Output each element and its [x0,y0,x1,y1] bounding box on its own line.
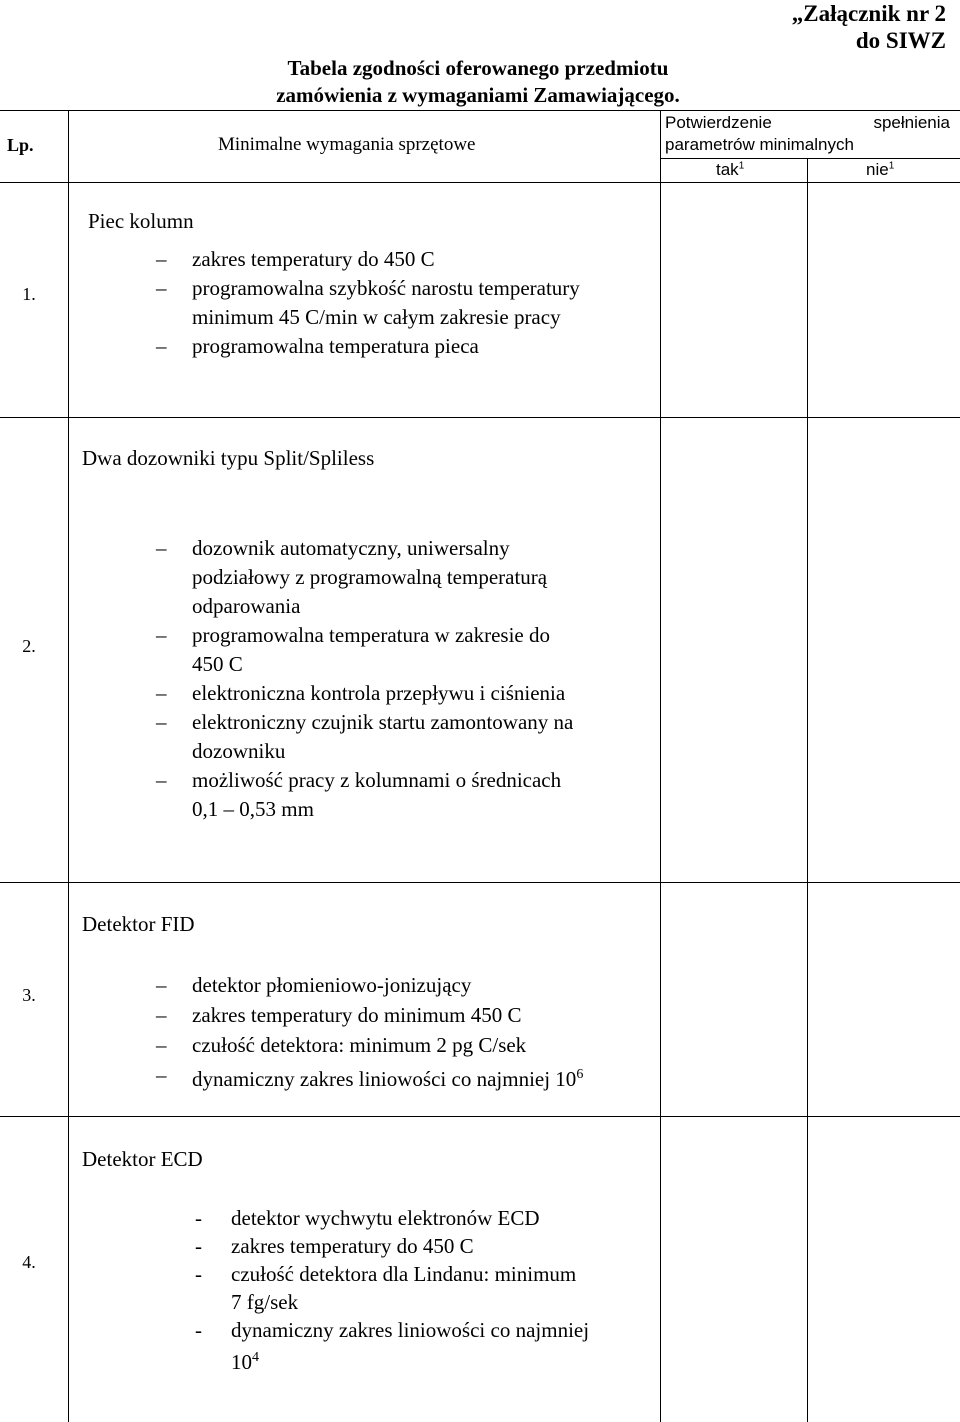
nie-label: nie [866,160,889,179]
col-req-divider [660,110,661,1422]
row-4-number: 4. [22,1252,36,1272]
attachment-label [792,0,946,54]
header-confirm-word2: spełnienia [873,113,950,132]
row-3-number: 3. [22,985,36,1005]
attachment-line2: do SIWZ [855,28,946,53]
header-lp: Lp. [7,135,34,155]
list-item [156,1000,656,1030]
list-item-text: dozownik automatyczny, uniwersalny [192,536,510,560]
title-line2: zamówienia z wymaganiami Zamawiającego. [276,83,680,107]
list-item-text: możliwość pracy z kolumnami o średnicach [192,768,562,792]
row-1-list [156,245,656,361]
dash-bullet: – [156,334,167,358]
dash-bullet: – [156,276,167,300]
col-lp-divider [68,110,69,1422]
attachment-line1: „Załącznik nr 2 [791,1,946,26]
list-item-text: czułość detektora: minimum 2 pg C/sek [192,1033,527,1057]
dash-bullet: – [156,1033,167,1057]
header-confirm-word1: Potwierdzenie [665,113,772,132]
list-item-continuation: minimum 45 C/min w całym zakresie pracy [192,305,561,329]
list-item-text: zakres temperatury do 450 C [192,247,435,271]
list-item-text: detektor płomieniowo-jonizujący [192,973,472,997]
list-item [195,1316,655,1344]
list-item [195,1204,655,1232]
list-item-text: zakres temperatury do 450 C [231,1234,474,1258]
list-item [156,274,656,303]
dash-bullet: – [156,710,167,734]
list-item [195,1260,655,1288]
list-item-text: programowalna temperatura pieca [192,334,479,358]
dash-bullet: - [195,1262,202,1286]
list-item [156,621,656,650]
exponent: 4 [252,1350,259,1365]
dash-bullet: – [156,1063,167,1087]
list-item-continuation: dozowniku [192,739,286,763]
exponent: 6 [576,1067,584,1082]
header-nie [866,160,894,180]
dash-bullet: – [156,247,167,271]
row-divider-1 [0,417,960,418]
row-divider-3 [0,1116,960,1117]
list-item-text: dynamiczny zakres liniowości co najmniej [231,1318,590,1342]
table-top-border [0,110,960,111]
list-item-text: elektroniczny czujnik startu zamontowany na [192,710,574,734]
list-item [156,766,656,795]
header-bottom-border [0,182,960,183]
row-1-number: 1. [22,284,36,304]
list-item [156,679,656,708]
list-item-text-main: 10 [231,1350,252,1374]
list-item-continuation: 0,1 – 0,53 mm [192,797,314,821]
list-item-continuation: 450 C [192,652,243,676]
dash-bullet: – [156,1003,167,1027]
confirm-subheader-divider [660,158,960,159]
col-tak-nie-divider [807,158,808,1422]
list-item-continuation: 7 fg/sek [231,1290,299,1314]
row-1-title: Piec kolumn [88,209,194,233]
list-item-text [192,1060,656,1094]
dash-bullet: - [195,1234,202,1258]
row-3-title: Detektor FID [82,912,195,936]
row-2-title: Dwa dozowniki typu Split/Spliless [82,446,375,470]
row-4-title: Detektor ECD [82,1147,203,1171]
title-line1: Tabela zgodności oferowanego przedmiotu [287,56,669,80]
list-item-text: czułość detektora dla Lindanu: minimum [231,1262,577,1286]
list-item-continuation: podziałowy z programowalną temperaturą [192,565,548,589]
list-item [156,332,656,361]
nie-footnote: 1 [888,160,895,172]
list-item [156,970,656,1000]
tak-label: tak [716,160,739,179]
row-2-list [156,534,656,824]
list-item [156,1060,656,1094]
list-item [156,708,656,737]
tak-footnote: 1 [738,160,745,172]
header-confirm-line2: parametrów minimalnych [665,135,854,154]
dash-bullet: – [156,536,167,560]
header-requirements: Minimalne wymagania sprzętowe [218,134,476,155]
row-4-list [195,1204,655,1376]
list-item-text: programowalna szybkość narostu temperatury [192,276,580,300]
list-item-text: elektroniczna kontrola przepływu i ciśnienia [192,681,566,705]
list-item [156,534,656,563]
list-item-continuation [195,1344,655,1376]
list-item [156,1030,656,1060]
list-item-text: zakres temperatury do minimum 450 C [192,1003,522,1027]
dash-bullet: – [156,768,167,792]
dash-bullet: - [195,1206,202,1230]
header-tak [716,160,744,180]
dash-bullet: - [195,1318,202,1342]
dash-bullet: – [156,623,167,647]
row-divider-2 [0,882,960,883]
list-item-continuation: odparowania [192,594,301,618]
list-item-text-main: dynamiczny zakres liniowości co najmniej 10 [192,1067,577,1091]
dash-bullet: – [156,681,167,705]
list-item [195,1232,655,1260]
row-2-number: 2. [22,636,36,656]
document-title [238,55,718,109]
row-3-list [156,970,656,1094]
list-item [156,245,656,274]
dash-bullet: – [156,973,167,997]
list-item-text: programowalna temperatura w zakresie do [192,623,551,647]
list-item-text: detektor wychwytu elektronów ECD [231,1206,540,1230]
